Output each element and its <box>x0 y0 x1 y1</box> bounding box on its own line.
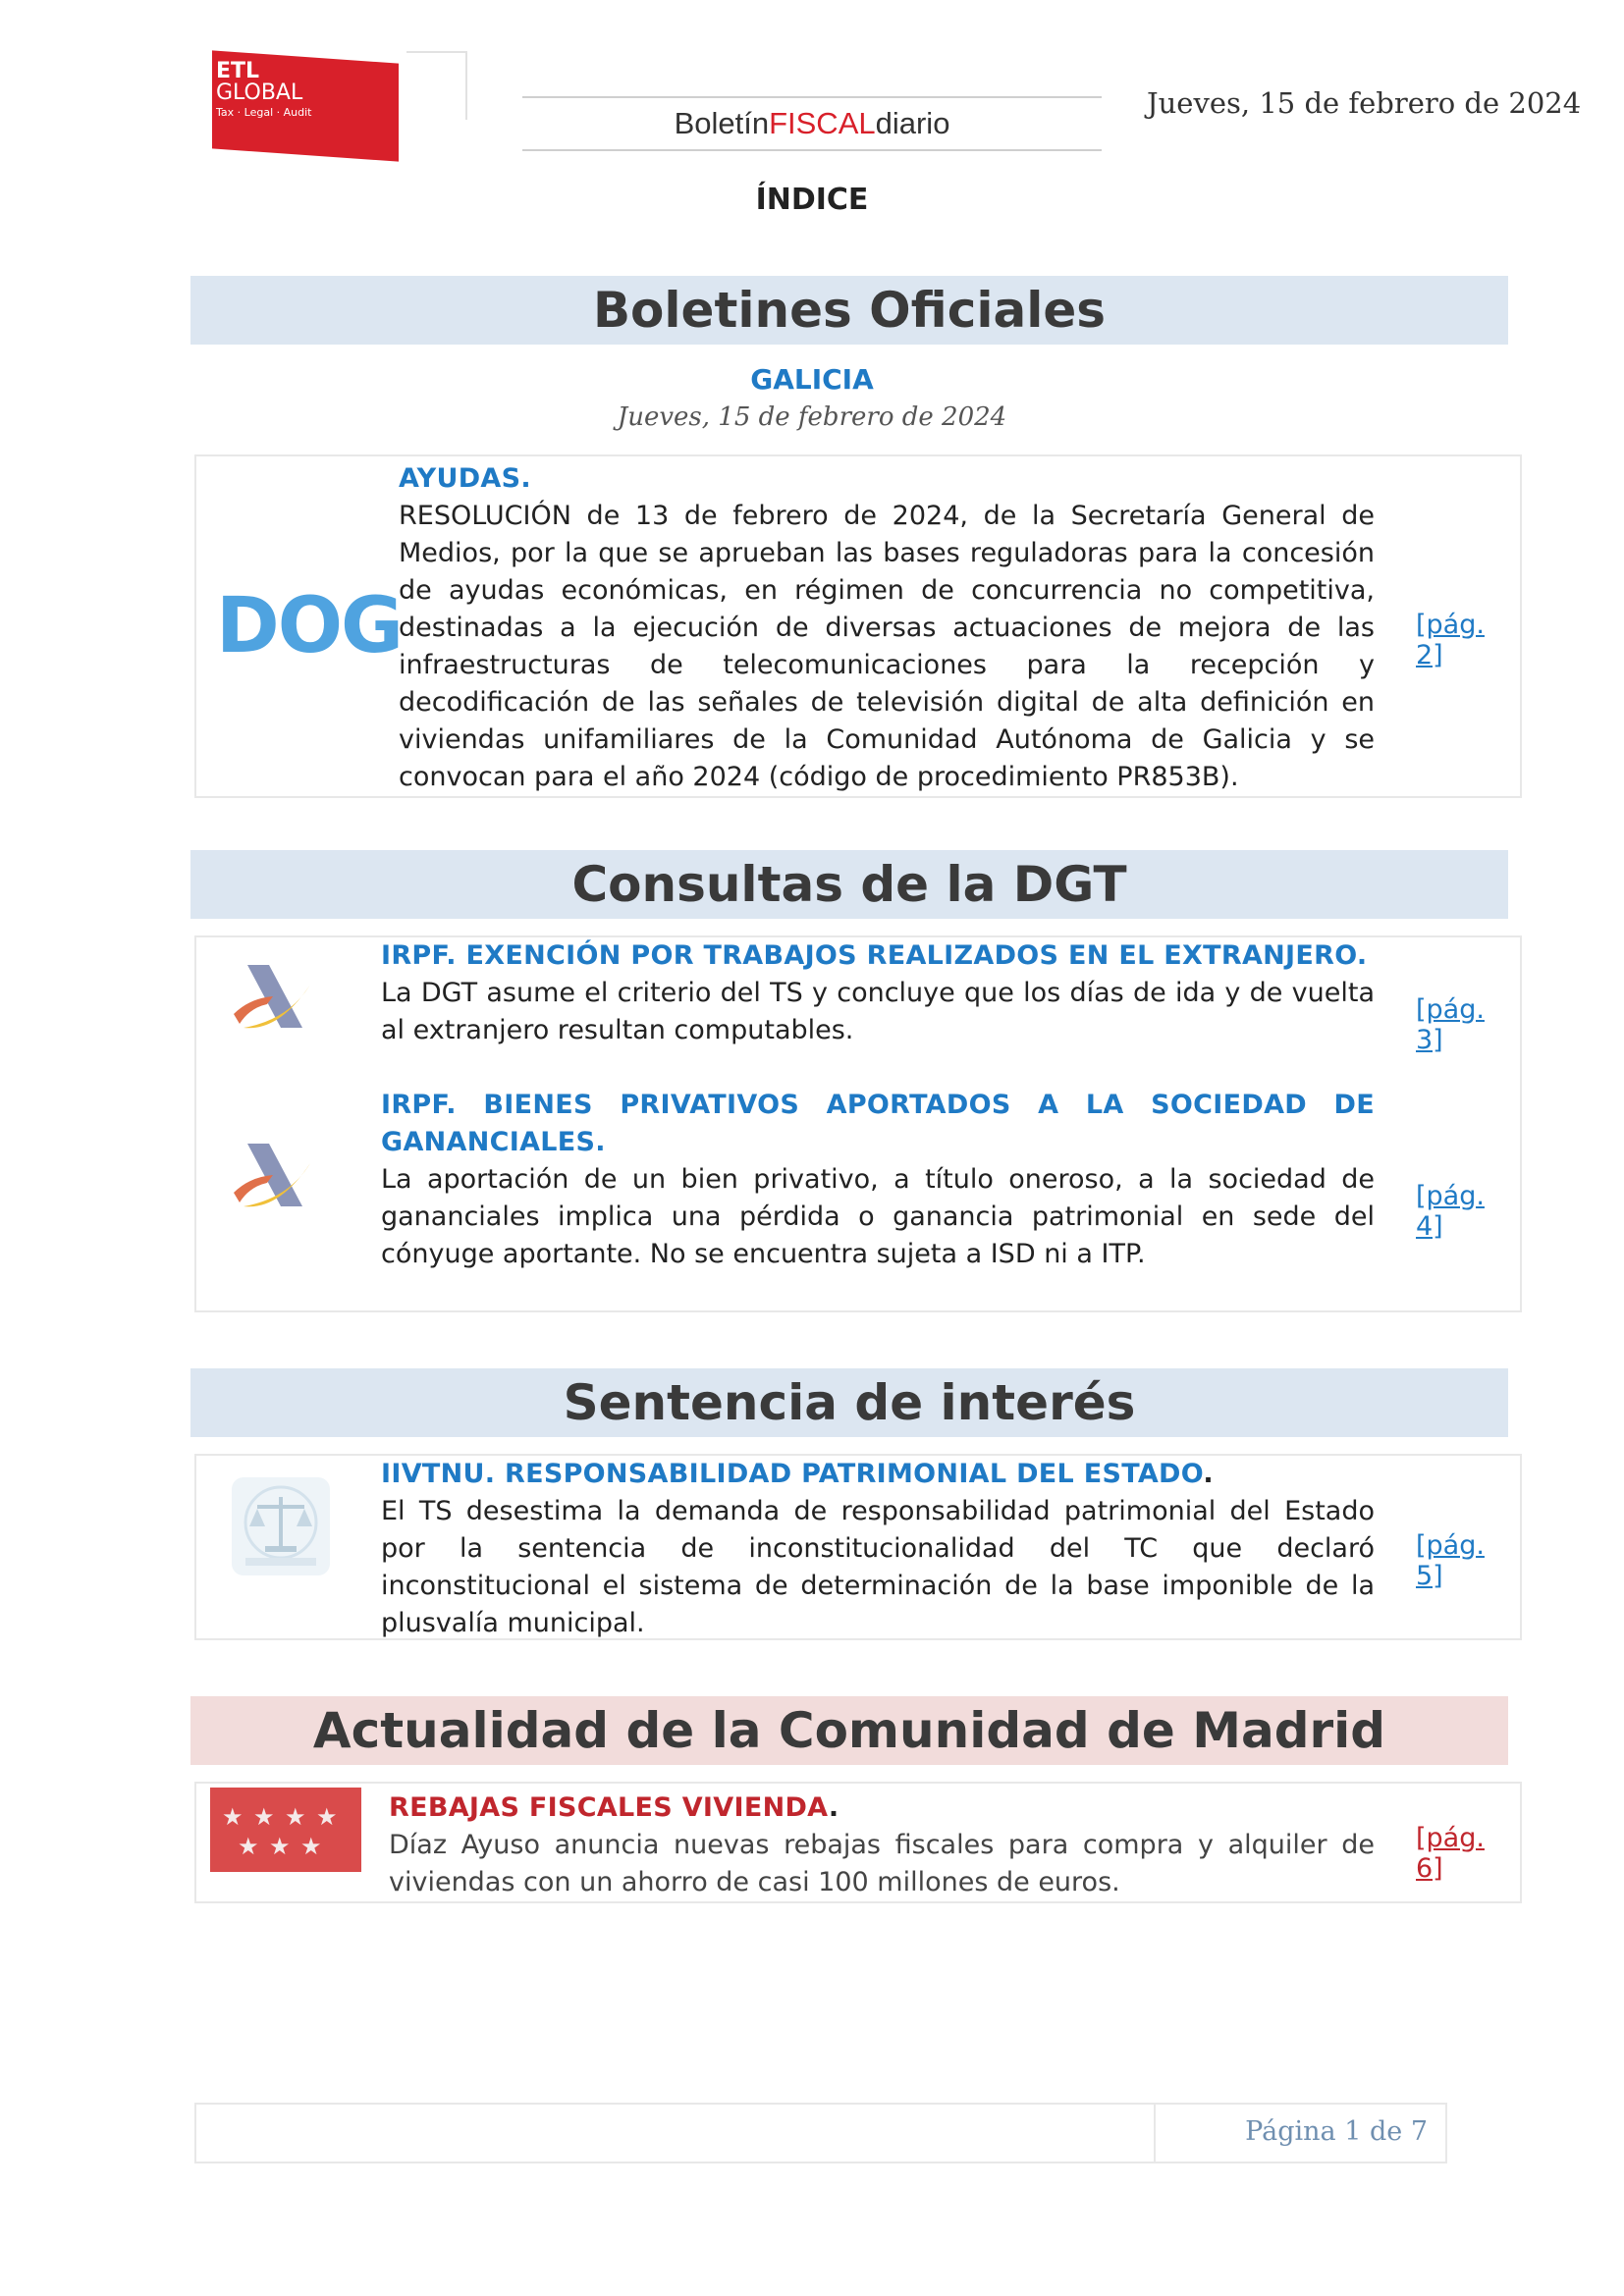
item-body: Díaz Ayuso anuncia nuevas rebajas fiscales para compra y alquiler de viviendas con un ahorro de casi 100 millones de euros. <box>389 1830 1375 1897</box>
justice-scale-icon <box>230 1475 332 1577</box>
item-title-period: . <box>828 1792 839 1823</box>
item-card-dgt <box>194 935 1522 1312</box>
item-title-period: . <box>1203 1459 1214 1489</box>
logo-text-tagline: Tax · Legal · Audit <box>216 106 312 119</box>
page-link[interactable]: [pág. 4] <box>1416 1181 1485 1242</box>
dog-logo-icon: DOG <box>216 582 403 670</box>
svg-text:★: ★ <box>253 1803 275 1831</box>
item-title-text: IIVTNU. RESPONSABILIDAD PATRIMONIAL DEL ESTADO <box>381 1459 1204 1489</box>
item-title: IRPF. BIENES PRIVATIVOS APORTADOS A LA SOCIEDAD DE GANANCIALES. <box>381 1090 1375 1157</box>
item-title: AYUDAS. <box>399 463 531 494</box>
section-header-sentencia: Sentencia de interés <box>190 1368 1508 1437</box>
svg-text:★: ★ <box>222 1803 244 1831</box>
section-header-boletines: Boletines Oficiales <box>190 276 1508 345</box>
svg-text:★: ★ <box>285 1803 306 1831</box>
aeat-logo-icon <box>230 1138 312 1214</box>
item-text <box>381 1456 1375 1642</box>
section-header-dgt: Consultas de la DGT <box>190 850 1508 919</box>
section-header-madrid: Actualidad de la Comunidad de Madrid <box>190 1696 1508 1765</box>
region-label: GALICIA <box>750 363 874 396</box>
logo-text-global: GLOBAL <box>216 80 303 105</box>
aeat-logo-icon <box>230 959 312 1036</box>
svg-text:★: ★ <box>316 1803 338 1831</box>
page-footer <box>194 2103 1447 2163</box>
logo-frame-line <box>406 51 467 120</box>
item-body: El TS desestima la demanda de responsabilidad patrimonial del Estado por la sentencia de inconstitucionalidad del TC que declaró inconstitucional el sistema de determinación de la base imponible de la plusvalía municipal. <box>381 1496 1375 1638</box>
item-title <box>389 1789 1375 1827</box>
svg-text:★: ★ <box>238 1833 259 1860</box>
page-link[interactable]: [pág. 2] <box>1416 610 1485 670</box>
item-card-madrid <box>194 1782 1522 1903</box>
bulletin-title-highlight: FISCAL <box>769 106 876 140</box>
footer-divider <box>1154 2105 1156 2162</box>
item-text <box>399 460 1375 796</box>
page-link[interactable]: [pág. 3] <box>1416 994 1485 1055</box>
item-body: La DGT asume el criterio del TS y concluye que los días de ida y de vuelta al extranjero resultan computables. <box>381 978 1375 1045</box>
page-link[interactable]: [pág. 5] <box>1416 1530 1485 1591</box>
index-title: ÍNDICE <box>755 183 869 217</box>
logo-text-etl: ETL <box>216 59 260 83</box>
item-text <box>389 1789 1375 1901</box>
item-text <box>381 937 1375 1049</box>
svg-text:★: ★ <box>269 1833 291 1860</box>
page-link[interactable]: [pág. 6] <box>1416 1823 1485 1884</box>
madrid-flag-icon <box>210 1788 361 1872</box>
page-number: Página 1 de 7 <box>1245 2116 1428 2147</box>
region-date: Jueves, 15 de febrero de 2024 <box>617 402 1007 432</box>
bulletin-title-prefix: Boletín <box>674 106 770 140</box>
item-title: IRPF. EXENCIÓN POR TRABAJOS REALIZADOS EN EL EXTRANJERO. <box>381 940 1368 971</box>
item-card-ayudas <box>194 454 1522 798</box>
item-text <box>381 1087 1375 1273</box>
item-body: La aportación de un bien privativo, a título oneroso, a la sociedad de gananciales implica una pérdida o ganancia patrimonial en sede del cónyuge aportante. No se encuentra sujeta a ISD ni a ITP. <box>381 1164 1375 1269</box>
etl-global-logo <box>200 47 465 163</box>
bulletin-title <box>522 96 1102 151</box>
svg-text:★: ★ <box>300 1833 322 1860</box>
bulletin-title-suffix: diario <box>875 106 950 140</box>
item-title-text: REBAJAS FISCALES VIVIENDA <box>389 1792 829 1823</box>
header-date: Jueves, 15 de febrero de 2024 <box>1147 86 1582 120</box>
item-body: RESOLUCIÓN de 13 de febrero de 2024, de la Secretaría General de Medios, por la que se aprueban las bases reguladoras para la concesión de ayudas económicas, en régimen de concurrencia no competitiva, destinadas a la ejecución de diversas actuaciones de mejora de las infraestructuras de telecomunicaciones para la recepción y decodificación de las señales de televisión digital de alta definición en viviendas unifamiliares de la Comunidad Autónoma de Galicia y se convocan para el año 2024 (código de procedimiento PR853B). <box>399 501 1375 792</box>
item-title <box>381 1456 1375 1493</box>
item-card-sentencia <box>194 1454 1522 1640</box>
